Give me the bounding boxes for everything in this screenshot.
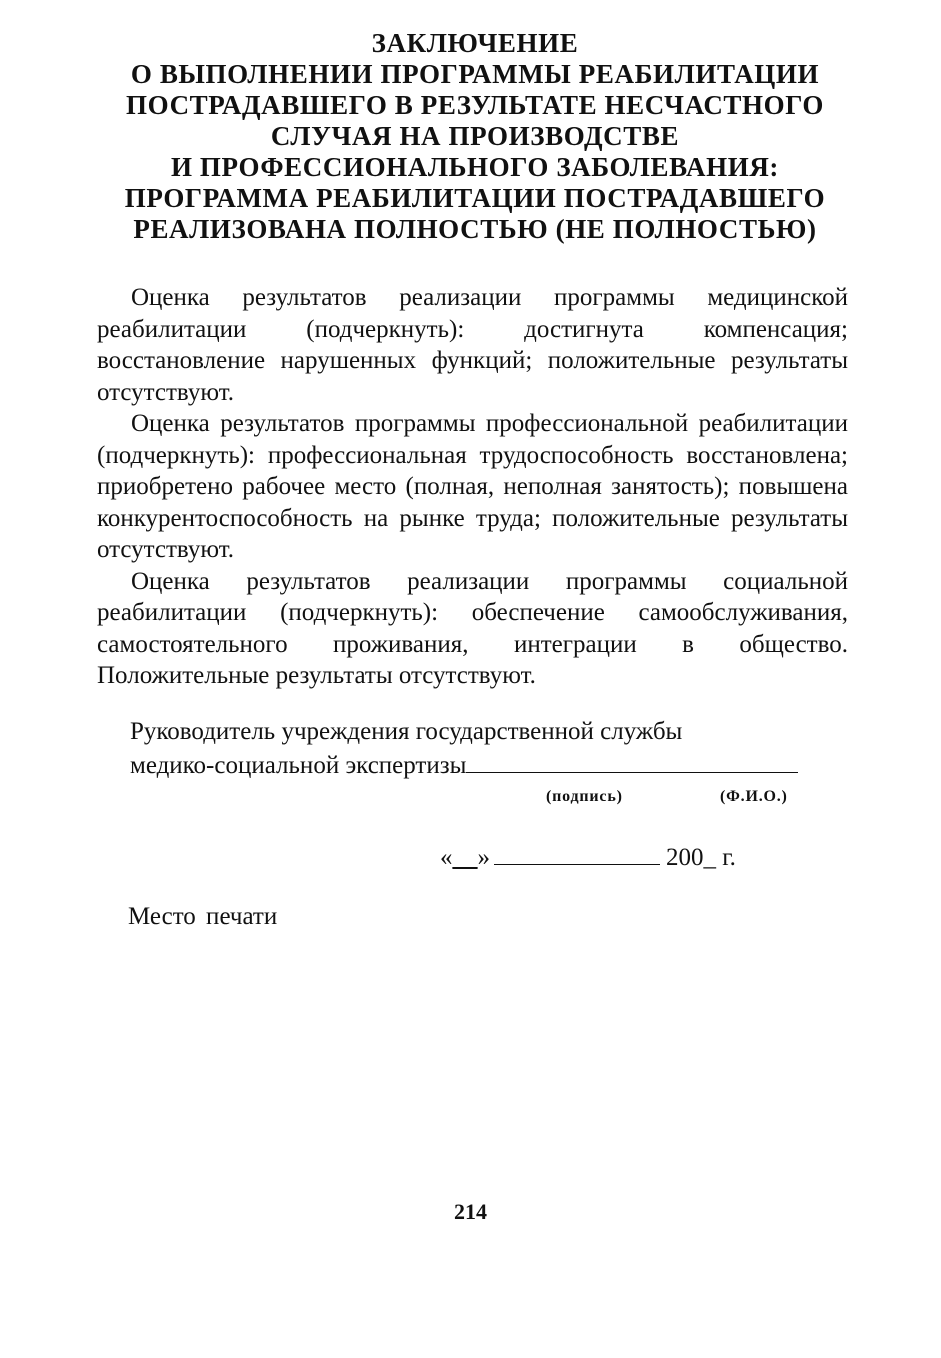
signature-caption: (подпись) (546, 788, 623, 805)
title-line: О ВЫПОЛНЕНИИ ПРОГРАММЫ РЕАБИЛИТАЦИИ (130, 59, 820, 89)
date-field (440, 842, 736, 872)
document-title (90, 28, 860, 245)
open-quote: « (440, 844, 453, 871)
title-line: И ПРОФЕССИОНАЛЬНОГО ЗАБОЛЕВАНИЯ: (170, 152, 780, 182)
year-text: 200_ г. (666, 844, 736, 871)
professional-rehabilitation-paragraph: Оценка результатов программы профессиональной реабилитации (подчеркнуть): профессиональная трудоспособность восстановлена; приобретено рабочее место (полная, неполная занятость); повышена конкурентоспособность на рынке труда; положительные результаты отсутствуют. (97, 410, 848, 563)
medical-rehabilitation-paragraph: Оценка результатов реализации программы медицинской реабилитации (подчеркнуть): достигнута компенсация; восстановление нарушенных функций; положительные результаты отсутствуют. (97, 284, 848, 406)
title-line: ПОСТРАДАВШЕГО В РЕЗУЛЬТАТЕ НЕСЧАСТНОГО (126, 90, 824, 120)
title-line: ЗАКЛЮЧЕНИЕ (371, 28, 579, 58)
title-line: СЛУЧАЯ НА ПРОИЗВОДСТВЕ (270, 121, 680, 151)
month-blank[interactable] (494, 842, 660, 865)
signature-field[interactable] (466, 748, 798, 773)
signatory-title-line1: Руководитель учреждения государственной службы (130, 718, 683, 745)
signatory-title-text: медико-социальной экспертизы (130, 752, 467, 779)
stamp-place-label: Место печати (128, 903, 278, 930)
name-caption: (Ф.И.О.) (720, 788, 788, 805)
signatory-title-line2 (130, 748, 798, 782)
title-line: РЕАЛИЗОВАНА ПОЛНОСТЬЮ (НЕ ПОЛНОСТЬЮ) (133, 214, 817, 244)
close-quote: » (477, 844, 490, 871)
day-blank[interactable]: __ (452, 844, 478, 871)
title-line: ПРОГРАММА РЕАБИЛИТАЦИИ ПОСТРАДАВШЕГО (124, 183, 826, 213)
page-number: 214 (454, 1199, 487, 1224)
social-rehabilitation-paragraph: Оценка результатов реализации программы социальной реабилитации (подчеркнуть): обеспечение самообслуживания, самостоятельного проживания, интеграции в общество. Положительные результаты отсутствуют. (97, 567, 848, 689)
signature-block (130, 716, 798, 782)
document-body (97, 282, 848, 692)
